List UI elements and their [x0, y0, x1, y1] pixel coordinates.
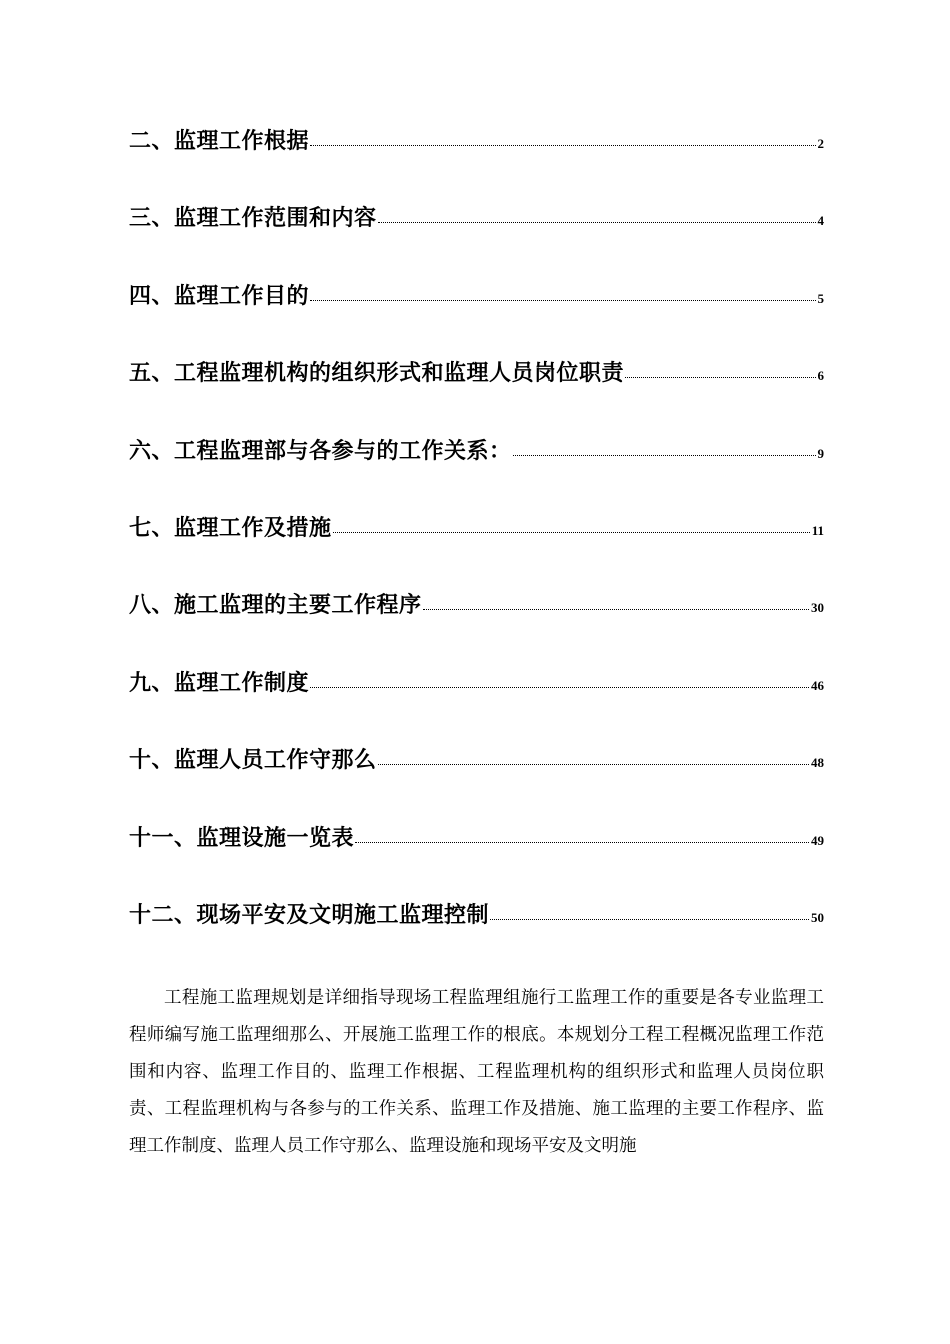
toc-page-number: 9	[817, 445, 824, 461]
toc-page-number: 30	[811, 600, 824, 616]
toc-dot-leader	[310, 687, 809, 688]
toc-entry[interactable]	[129, 743, 824, 820]
toc-entry[interactable]	[129, 434, 824, 511]
body-paragraph: 工程施工监理规划是详细指导现场工程监理组施行工监理工作的重要是各专业监理工程师编写施工监理细那么、开展施工监理工作的根底。本规划分工程工程概况监理工作范围和内容、监理工作目的、监理工作根据、工程监理机构的组织形式和监理人员岗位职责、工程监理机构与各参与的工作关系、监理工作及措施、施工监理的主要工作程序、监理工作制度、监理人员工作守那么、监理设施和现场平安及文明施	[129, 988, 824, 1156]
toc-page-number: 4	[817, 213, 824, 229]
toc-entry-title: 三、监理工作范围和内容	[129, 206, 377, 232]
toc-entry-title: 十一、监理设施一览表	[129, 825, 355, 851]
toc-dot-leader	[310, 300, 815, 301]
toc-entry[interactable]	[129, 356, 824, 433]
toc-dot-leader	[355, 842, 809, 843]
toc-entry-title: 六、工程监理部与各参与的工作关系：	[129, 438, 512, 464]
toc-entry-title: 二、监理工作根据	[129, 129, 310, 154]
toc-entry[interactable]	[129, 279, 824, 356]
toc-entry-title: 九、监理工作制度	[129, 670, 310, 696]
toc-page-number: 48	[811, 755, 824, 771]
toc-dot-leader	[333, 532, 810, 533]
toc-page-number: 11	[811, 522, 824, 538]
toc-entry[interactable]	[129, 588, 824, 665]
toc-entry[interactable]	[129, 124, 824, 201]
toc-page-number: 46	[811, 677, 824, 693]
toc-page-number: 5	[817, 290, 824, 306]
toc-dot-leader	[490, 919, 809, 920]
toc-dot-leader	[310, 145, 815, 146]
toc-dot-leader	[378, 222, 816, 223]
toc-dot-leader	[378, 764, 809, 765]
toc-entry-title: 十二、现场平安及文明施工监理控制	[129, 902, 490, 928]
toc-page-number: 50	[811, 909, 824, 925]
toc-entry-title: 四、监理工作目的	[129, 283, 310, 309]
toc-entry-title: 五、工程监理机构的组织形式和监理人员岗位职责	[129, 361, 625, 387]
toc-entry[interactable]	[129, 821, 824, 898]
toc-entry[interactable]	[129, 511, 824, 588]
toc-page-number: 2	[817, 136, 824, 151]
table-of-contents	[129, 124, 824, 975]
toc-entry-title: 七、监理工作及措施	[129, 515, 332, 541]
toc-page-number: 49	[811, 832, 824, 848]
toc-entry[interactable]	[129, 898, 824, 975]
toc-entry-title: 八、施工监理的主要工作程序	[129, 593, 422, 619]
toc-dot-leader	[625, 377, 815, 378]
toc-dot-leader	[423, 609, 809, 610]
toc-dot-leader	[513, 455, 816, 456]
toc-entry[interactable]	[129, 201, 824, 278]
toc-page-number: 6	[817, 368, 824, 384]
toc-entry-title: 十、监理人员工作守那么	[129, 748, 377, 774]
toc-entry[interactable]	[129, 666, 824, 743]
